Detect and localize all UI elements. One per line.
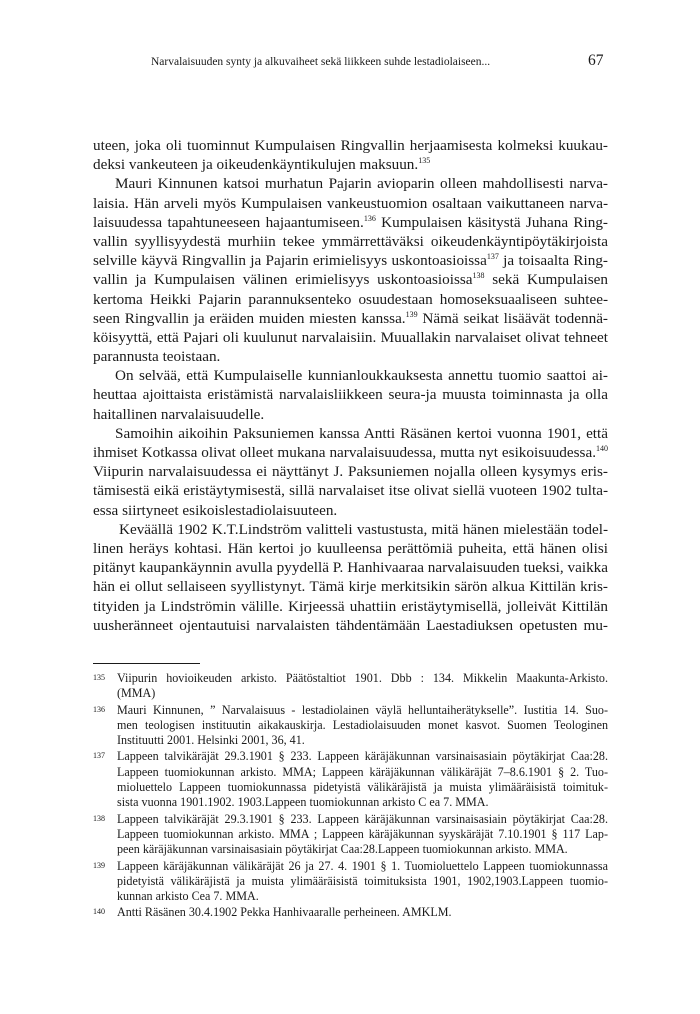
line-text: köisyyttä, että Pajari oli kuulunut narvalaisiin. Muuallakin narvalaiset olivat tehneet (93, 328, 608, 346)
line-text: deksi vankeuteen ja oikeudenkäyntikulujen maksuun. (93, 156, 419, 174)
text-line (117, 859, 608, 874)
footnote-reference: 137 (486, 252, 499, 262)
line-text: pitänyt kaupankäynnin avulla pyydellä P. Hanhivaaraa narvalaisuuden tueksi, vaikka (93, 559, 608, 577)
line-text: Viipurin narvalaisuudessa ei näyttänyt J. Paksuniemen nojalla olleen kysymys eris- (93, 463, 608, 481)
text-line (93, 251, 608, 270)
text-line (93, 309, 608, 328)
footnote (93, 905, 608, 920)
text-line (117, 703, 608, 718)
text-line (117, 874, 608, 889)
footnote-number: 138 (93, 813, 105, 823)
text-line (93, 328, 608, 347)
line-text: Lappeen tuomiokunnan arkisto. MMA ; Lappeen käräjäkunnan syyskäräjät 7.10.1901 § 117 Lap- (117, 826, 608, 841)
text-line (93, 577, 608, 596)
text-line (93, 520, 608, 539)
text-line (93, 366, 608, 385)
text-line (93, 155, 608, 174)
text-line (93, 539, 608, 558)
footnote (93, 749, 608, 810)
text-line (93, 501, 608, 520)
footnotes (93, 671, 608, 922)
line-text: tämisestä eikä eristäytymisestä, sillä narvalaiset itse olivat siellä vuoteen 1902 tulta- (93, 482, 608, 500)
line-text: Lappeen käräjäkunnan välikäräjät 26 ja 27. 4. 1901 § 1. Tuomioluettelo Lappeen tuomiokunnassa (117, 858, 608, 873)
line-text-continued: sekä Kumpulaisen (484, 271, 608, 289)
text-line (93, 424, 608, 443)
line-text: ihmiset Kotkassa olivat olleet mukana narvalaisuudessa, mutta nyt esikoisuudessa. (93, 444, 596, 461)
footnote-number: 140 (93, 907, 105, 917)
line-text-continued: Nämä seikat lisäävät todennä- (417, 309, 608, 327)
text-line (93, 213, 608, 232)
footnote-number: 139 (93, 860, 105, 870)
text-line (117, 827, 608, 842)
footnote (93, 812, 608, 858)
footnote-reference: 140 (596, 444, 608, 453)
line-text: Mauri Kinnunen katsoi murhatun Pajarin avioparin olleen mahdollisesti narva- (115, 175, 608, 193)
line-text: linen heräys kohtasi. Hän kertoi jo kuulleensa perättömiä puheita, että hänen olisi (93, 539, 608, 557)
line-text: heuttaa ajoittaista eristämistä narvalaisliikkeen seura-ja muusta toiminnasta ja olla (93, 386, 608, 404)
text-line (117, 718, 608, 733)
line-text: On selvää, että Kumpulaiselle kunnianloukkauksesta annettu tuomio saattoi ai- (115, 367, 608, 385)
line-text: uteen, joka oli tuominnut Kumpulaisen Ringvallin herjaamisesta kolmeksi kuukau- (93, 137, 608, 154)
running-header (0, 52, 700, 74)
footnote-reference: 135 (418, 156, 431, 166)
text-line (93, 385, 608, 404)
line-text: essa siirtyneet esikoislestadiolaisuuteen. (93, 501, 338, 519)
text-line (117, 905, 608, 920)
text-line (117, 795, 608, 810)
footnote-number: 136 (93, 704, 105, 714)
line-text: haitallinen narvalaisuudelle. (93, 405, 265, 423)
footnote (93, 859, 608, 905)
line-text: Lappeen talvikäräjät 29.3.1901 § 233. Lappeen käräjäkunnan varsinaisasiain pöytäkirjat Caa:28. (117, 749, 608, 764)
footnote-number: 135 (93, 673, 105, 682)
line-text: seen Ringvallin ja eräiden muiden miesten kanssa. (93, 309, 406, 327)
line-text-continued: Kumpulaisen käsitystä Juhana Ring- (375, 213, 608, 231)
text-line (117, 749, 608, 764)
text-line (117, 780, 608, 795)
text-line (117, 765, 608, 780)
footnote-separator (93, 663, 200, 664)
line-text-continued: ja toisaalta Ring- (498, 252, 608, 270)
line-text: laisuudessa tapahtuneeseen hajaantumiseen. (93, 213, 364, 231)
text-line (93, 290, 608, 309)
line-text: tityiden ja Lindströmin välille. Kirjeessä uhattiin eristäytymisellä, jolleivät Kittilän (93, 597, 608, 615)
text-line (93, 558, 608, 577)
line-text: kertoma Heikki Pajarin parannuksenteko osuudestaan homoseksuaaliseen suhtee- (93, 290, 608, 308)
text-line (117, 671, 608, 686)
line-text: uusheränneet ojentautuisi narvalaisten tähdentämään Laestadiuksen opetusten mu- (93, 616, 608, 634)
text-line (93, 270, 608, 289)
text-line (93, 462, 608, 481)
running-title: Narvalaisuuden synty ja alkuvaiheet sekä liikkeen suhde lestadiolaiseen... (151, 56, 491, 68)
text-line (93, 481, 608, 500)
line-text: Viipurin hovioikeuden arkisto. Päätöstaltiot 1901. Dbb : 134. Mikkelin Maakunta-Arkisto. (117, 671, 608, 685)
text-line (93, 347, 608, 366)
line-text: parannusta teoistaan. (93, 348, 221, 366)
footnote-reference: 138 (472, 271, 485, 281)
line-text: Mauri Kinnunen, ” Narvalaisuus - lestadiolainen väylä helluntaiherätykselle”. Iustitia 14. Suo- (117, 702, 608, 717)
line-text: (MMA) (117, 686, 156, 701)
line-text: men teologisen instituutin aikakauskirja. Lestadiolaisuuden monet kasvot. Suomen Teologinen (117, 717, 608, 732)
line-text: Antti Räsänen 30.4.1902 Pekka Hanhivaaralle perheineen. AMKLM. (117, 905, 452, 920)
text-line (93, 136, 608, 155)
footnote (93, 671, 608, 702)
text-line (117, 842, 608, 857)
line-text: hän ei ollut sellaiseen syyllistynyt. Tämä kirje merkitsikin särön alkua Kittilän kris- (93, 578, 608, 596)
line-text: sista vuonna 1901.1902. 1903.Lappeen tuomiokunnan arkisto C ea 7. MMA. (117, 795, 489, 810)
line-text: laisia. Hän arveli myös Kumpulaisen vankeustuomion osaltaan vaikuttaneen narva- (93, 194, 608, 212)
body-text (93, 136, 608, 635)
footnote-reference: 139 (405, 309, 418, 319)
footnote-number: 137 (93, 751, 105, 761)
text-line (93, 616, 608, 635)
line-text: Keväällä 1902 K.T.Lindström valitteli vastustusta, mitä hänen mielestään todel- (119, 520, 608, 538)
line-text: Instituutti 2001. Helsinki 2001, 36, 41. (117, 733, 305, 748)
text-line (117, 686, 608, 701)
line-text: peen käräjäkunnan varsinaisasiain pöytäkirjat Caa:28.Lappeen tuomiokunnan arkisto. MMA. (117, 842, 568, 857)
text-line (117, 889, 608, 904)
text-line (93, 597, 608, 616)
text-line (93, 443, 608, 462)
text-line (93, 405, 608, 424)
text-line (117, 812, 608, 827)
line-text: vallin syyllisyydestä murhiin tekee ymmärrettäväksi oikeudenkäyntipöytäkirjoista (93, 232, 608, 250)
text-line (93, 194, 608, 213)
line-text: kunnan arkisto Cea 7. MMA. (117, 889, 259, 904)
footnote (93, 703, 608, 749)
line-text: Lappeen talvikäräjät 29.3.1901 § 233. Lappeen käräjäkunnan varsinaisasiain pöytäkirjat Caa:28. (117, 811, 608, 826)
text-line (93, 174, 608, 193)
line-text: Samoihin aikoihin Paksuniemen kanssa Antti Räsänen kertoi vuonna 1901, että (115, 424, 608, 442)
text-line (117, 733, 608, 748)
footnote-reference: 136 (363, 213, 376, 223)
line-text: Lappeen tuomiokunnan arkisto. MMA; Lappeen käräjäkunnan välikäräjät 7–8.6.1901 § 2. Tuo- (117, 764, 608, 779)
page-number: 67 (588, 52, 604, 69)
line-text: vallin ja Kumpulaisen välinen erimielisyys uskontoasioissa (93, 271, 473, 289)
text-line (93, 232, 608, 251)
line-text: selville käyvä Ringvallin ja Pajarin erimielisyys uskontoasioissa (93, 252, 487, 270)
line-text: mioluettelo Lappeen tuomiokunnassa pidetyistä välikäräjistä ja muista ylimääräisistä toimituk- (117, 780, 608, 795)
line-text: pidetyistä välikäräjistä ja muista ylimääräisistä toimituksista 1901, 1902,1903.Lappeen tuomio- (117, 873, 608, 888)
